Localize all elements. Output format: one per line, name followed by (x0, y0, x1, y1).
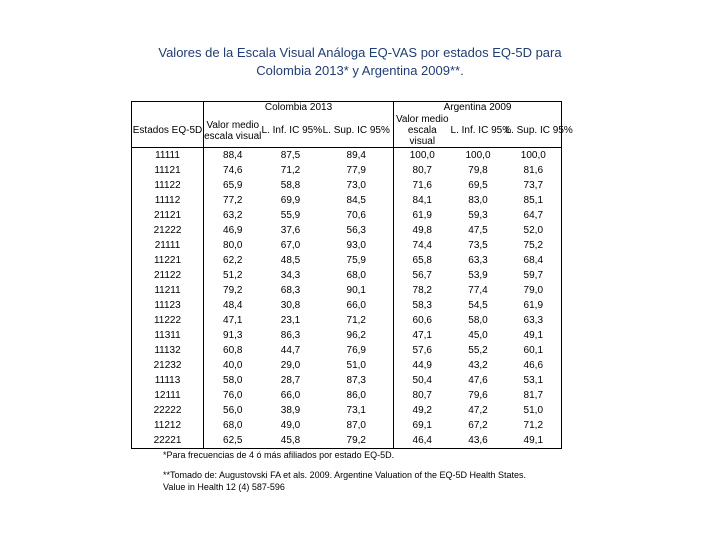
value-cell: 49,1 (506, 328, 562, 343)
state-code-cell: 11113 (132, 373, 204, 388)
value-cell: 67,2 (468, 420, 488, 431)
table-row (132, 178, 562, 193)
table-row (132, 163, 562, 178)
state-code-cell: 21122 (132, 268, 204, 283)
value-cell: 90,1 (346, 285, 366, 296)
value-cell: 75,9 (346, 255, 366, 266)
value-cell: 58,0 (204, 373, 262, 388)
state-code-cell: 21232 (132, 358, 204, 373)
table-row (132, 433, 562, 449)
value-cell: 48,5 (280, 255, 301, 266)
value-cell: 61,9 (394, 208, 451, 223)
title-line-2: Colombia 2013* y Argentina 2009**. (256, 63, 464, 78)
value-cell: 68,0 (204, 418, 262, 433)
value-cell: 79,6 (468, 390, 488, 401)
value-cell: 53,1 (506, 373, 562, 388)
value-cell: 87,3 (346, 375, 366, 386)
state-code-cell: 11112 (132, 193, 204, 208)
value-cell: 91,3 (204, 328, 262, 343)
group-header-colombia: Colombia 2013 (204, 102, 394, 115)
table-row (132, 283, 562, 298)
value-cell: 84,1 (394, 193, 451, 208)
value-cell: 43,6 (451, 433, 506, 449)
value-cell: 87,5 (280, 150, 301, 161)
value-cell: 71,6 (394, 178, 451, 193)
column-header: L. Sup. IC 95% (506, 114, 562, 148)
footnote-1: *Para frecuencias de 4 ó más afiliados por estado EQ-5D. (163, 450, 395, 460)
value-cell: 44,7 (280, 345, 301, 356)
table-row (132, 418, 562, 433)
value-cell: 53,9 (468, 270, 488, 281)
value-cell: 44,9 (394, 358, 451, 373)
state-code-cell: 11111 (132, 148, 204, 164)
value-cell: 66,0 (346, 300, 366, 311)
table-row (132, 268, 562, 283)
value-cell: 58,8 (280, 180, 301, 191)
value-cell: 81,6 (506, 163, 562, 178)
table-row (132, 193, 562, 208)
value-cell: 45,8 (262, 433, 320, 449)
value-cell: 71,2 (280, 165, 301, 176)
column-header: Estados EQ-5D (132, 114, 204, 148)
value-cell: 52,0 (506, 223, 562, 238)
table-row (132, 388, 562, 403)
value-cell: 69,5 (468, 180, 488, 191)
value-cell: 75,2 (506, 238, 562, 253)
value-cell: 65,8 (394, 253, 451, 268)
value-cell: 65,9 (204, 178, 262, 193)
value-cell: 47,1 (204, 313, 262, 328)
value-cell: 69,1 (394, 418, 451, 433)
value-cell: 80,0 (204, 238, 262, 253)
value-cell: 83,0 (468, 195, 488, 206)
title-line-1: Valores de la Escala Visual Análoga EQ-VAS por estados EQ-5D para (158, 45, 562, 60)
value-cell: 60,8 (204, 343, 262, 358)
value-cell: 56,7 (394, 268, 451, 283)
value-cell: 38,9 (280, 405, 301, 416)
state-code-cell: 21121 (132, 208, 204, 223)
value-cell: 80,7 (394, 388, 451, 403)
value-cell: 23,1 (280, 315, 301, 326)
value-cell: 56,0 (204, 403, 262, 418)
value-cell: 49,0 (280, 420, 301, 431)
value-cell: 93,0 (346, 240, 366, 251)
value-cell: 55,9 (280, 210, 301, 221)
value-cell: 63,3 (506, 313, 562, 328)
value-cell: 76,0 (204, 388, 262, 403)
value-cell: 47,5 (468, 225, 488, 236)
value-cell: 28,7 (280, 375, 301, 386)
value-cell: 88,4 (204, 148, 262, 164)
table-row (132, 313, 562, 328)
value-cell: 51,0 (506, 403, 562, 418)
value-cell: 100,0 (506, 148, 562, 164)
state-code-cell: 11212 (132, 418, 204, 433)
value-cell: 29,0 (280, 360, 301, 371)
value-cell: 77,4 (468, 285, 488, 296)
value-cell: 34,3 (280, 270, 301, 281)
value-cell: 100,0 (465, 150, 491, 161)
value-cell: 79,2 (204, 283, 262, 298)
value-cell: 69,9 (280, 195, 301, 206)
footnotes (163, 449, 526, 493)
footnote-2 (163, 469, 526, 493)
value-cell: 60,6 (394, 313, 451, 328)
column-header-row (132, 114, 562, 148)
value-cell: 37,6 (280, 225, 301, 236)
value-cell: 63,3 (468, 255, 488, 266)
value-cell: 66,0 (280, 390, 301, 401)
value-cell: 56,3 (346, 225, 366, 236)
value-cell: 68,3 (280, 285, 301, 296)
state-code-cell: 11211 (132, 283, 204, 298)
table-row (132, 358, 562, 373)
value-cell: 62,2 (204, 253, 262, 268)
value-cell: 78,2 (394, 283, 451, 298)
table-row (132, 208, 562, 223)
value-cell: 79,0 (506, 283, 562, 298)
value-cell: 73,1 (346, 405, 366, 416)
value-cell: 80,7 (394, 163, 451, 178)
value-cell: 46,9 (204, 223, 262, 238)
value-cell: 47,2 (468, 405, 488, 416)
value-cell: 79,2 (320, 433, 394, 449)
value-cell: 81,7 (506, 388, 562, 403)
value-cell: 58,0 (468, 315, 488, 326)
value-cell: 71,2 (506, 418, 562, 433)
column-header: Valor medio escala visual (394, 114, 451, 148)
state-code-cell: 22222 (132, 403, 204, 418)
footnote-2-line-2: Value in Health 12 (4) 587-596 (163, 482, 285, 492)
value-cell: 100,0 (394, 148, 451, 164)
value-cell: 57,6 (394, 343, 451, 358)
value-cell: 73,7 (506, 178, 562, 193)
state-code-cell: 11221 (132, 253, 204, 268)
state-code-cell: 11121 (132, 163, 204, 178)
table-row (132, 253, 562, 268)
value-cell: 30,8 (280, 300, 301, 311)
value-cell: 45,0 (468, 330, 488, 341)
value-cell: 85,1 (506, 193, 562, 208)
value-cell: 59,7 (506, 268, 562, 283)
table-row (132, 238, 562, 253)
value-cell: 64,7 (506, 208, 562, 223)
value-cell: 49,8 (394, 223, 451, 238)
value-cell: 47,1 (394, 328, 451, 343)
value-cell: 76,9 (346, 345, 366, 356)
value-cell: 96,2 (346, 330, 366, 341)
state-code-cell: 11122 (132, 178, 204, 193)
state-code-cell: 11222 (132, 313, 204, 328)
table-row (132, 148, 562, 164)
state-code-cell: 12111 (132, 388, 204, 403)
value-cell: 51,0 (346, 360, 366, 371)
value-cell: 71,2 (346, 315, 366, 326)
value-cell: 43,2 (468, 360, 488, 371)
value-cell: 58,3 (394, 298, 451, 313)
group-header-argentina: Argentina 2009 (394, 102, 562, 115)
value-cell: 86,0 (346, 390, 366, 401)
value-cell: 77,2 (204, 193, 262, 208)
state-code-cell: 11311 (132, 328, 204, 343)
table-row (132, 403, 562, 418)
value-cell: 62,5 (204, 433, 262, 449)
value-cell: 46,6 (506, 358, 562, 373)
state-code-cell: 21222 (132, 223, 204, 238)
state-code-cell: 11132 (132, 343, 204, 358)
value-cell: 73,0 (346, 180, 366, 191)
value-cell: 49,2 (394, 403, 451, 418)
value-cell: 86,3 (280, 330, 301, 341)
value-cell: 40,0 (204, 358, 262, 373)
value-cell: 59,3 (468, 210, 488, 221)
value-cell: 84,5 (346, 195, 366, 206)
column-header: L. Inf. IC 95% (261, 125, 323, 136)
column-header: L. Sup. IC 95% (322, 125, 390, 136)
value-cell: 51,2 (204, 268, 262, 283)
value-cell: 61,9 (506, 298, 562, 313)
value-cell: 87,0 (346, 420, 366, 431)
value-cell: 55,2 (468, 345, 488, 356)
value-cell: 70,6 (346, 210, 366, 221)
eq-vas-table (131, 101, 573, 449)
value-cell: 67,0 (280, 240, 301, 251)
value-cell: 89,4 (346, 150, 366, 161)
state-code-cell: 21111 (132, 238, 204, 253)
value-cell: 74,6 (204, 163, 262, 178)
value-cell: 77,9 (346, 165, 366, 176)
table-row (132, 328, 562, 343)
page-title (0, 44, 720, 80)
value-cell: 73,5 (468, 240, 488, 251)
footnote-2-line-1: **Tomado de: Augustovski FA et als. 2009. Argentine Valuation of the EQ-5D Health States. (163, 470, 527, 480)
value-cell: 79,8 (468, 165, 488, 176)
value-cell: 49,1 (506, 433, 562, 449)
value-cell: 63,2 (204, 208, 262, 223)
state-code-cell: 22221 (132, 433, 204, 449)
column-header: Valor medio escala visual (204, 114, 262, 148)
group-header-row (132, 102, 562, 115)
value-cell: 68,4 (506, 253, 562, 268)
value-cell: 47,6 (468, 375, 488, 386)
value-cell: 60,1 (506, 343, 562, 358)
table-row (132, 373, 562, 388)
value-cell: 54,5 (468, 300, 488, 311)
table-row (132, 298, 562, 313)
value-cell: 74,4 (394, 238, 451, 253)
table-row (132, 343, 562, 358)
value-cell: 50,4 (394, 373, 451, 388)
value-cell: 46,4 (394, 433, 451, 449)
state-code-cell: 11123 (132, 298, 204, 313)
value-cell: 68,0 (346, 270, 366, 281)
value-cell: 48,4 (204, 298, 262, 313)
table-row (132, 223, 562, 238)
column-header: L. Inf. IC 95% (450, 125, 512, 136)
